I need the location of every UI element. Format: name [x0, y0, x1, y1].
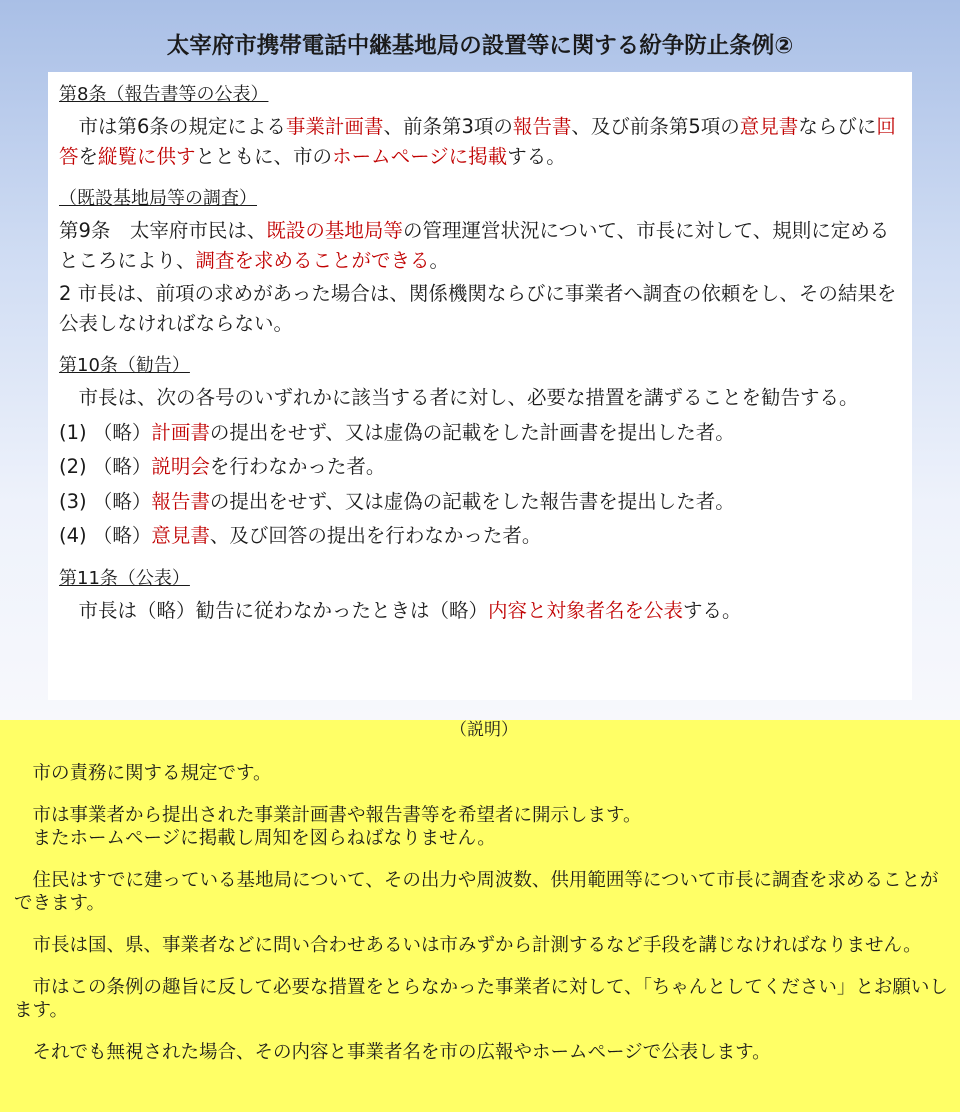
text-segment: する。 [507, 144, 566, 168]
article-11-heading: 第11条（公表） [59, 567, 190, 589]
slide-title: 太宰府市携帯電話中継基地局の設置等に関する紛争防止条例② [166, 33, 794, 59]
article-9-paragraph-2: 2 市長は、前項の求めがあった場合は、関係機関ならびに事業者へ調査の依頼をし、その結果を公表しなければならない。 [59, 282, 897, 335]
highlighted-term: 縦覧に供す [98, 144, 196, 168]
explanation-paragraph: それでも無視された場合、その内容と事業者名を市の広報やホームページで公表します。 [14, 1042, 771, 1063]
article-10-item: (2) （略）説明会を行わなかった者。 [59, 455, 386, 478]
article-10-item: (1) （略）計画書の提出をせず、又は虚偽の記載をした計画書を提出した者。 [59, 420, 735, 444]
explanation-paragraph: 住民はすでに建っている基地局について、その出力や周波数、供用範囲等について市長に調査を求めることができます。 [14, 870, 939, 914]
text-segment: ならびに [798, 115, 877, 138]
explanation-note [0, 720, 960, 1112]
highlighted-term: 既設の基地局等 [266, 219, 403, 242]
text-segment: 、前条第3項の [383, 115, 513, 138]
article-8-text [59, 112, 908, 171]
article-10-item: (4) （略）意見書、及び回答の提出を行わなかった者。 [59, 524, 542, 547]
highlighted-term: 報告書 [512, 115, 572, 138]
highlighted-term: 回答 [59, 115, 896, 168]
text-segment: とともに、市の [195, 144, 333, 168]
text-segment: 市は第6条の規定による [59, 115, 286, 138]
highlighted-term: 意見書 [739, 115, 799, 138]
explanation-paragraph: 市はこの条例の趣旨に反して必要な措置をとらなかった事業者に対して、「ちゃんとしてください」とお願いします。 [14, 977, 948, 1021]
text-segment: を [78, 144, 99, 168]
highlighted-term: 事業計画書 [285, 115, 384, 138]
explanation-paragraph: 市の責務に関する規定です。 [14, 763, 272, 784]
article-10-intro: 市長は、次の各号のいずれかに該当する者に対し、必要な措置を講ずることを勧告する。 [59, 386, 859, 409]
explanation-paragraph: 市長は国、県、事業者などに問い合わせあるいは市みずから計測するなど手段を講じなければなりません。 [14, 935, 922, 956]
article-9-heading: （既設基地局等の調査） [59, 188, 257, 209]
ordinance-text-box [48, 72, 912, 700]
article-10-heading: 第10条（勧告） [59, 355, 190, 376]
article-8-heading: 第8条（報告書等の公表） [59, 84, 269, 105]
explanation-title: （説明） [450, 720, 518, 740]
explanation-paragraph: 市は事業者から提出された事業計画書や報告書等を希望者に開示します。 またホームページに掲載し周知を図らねばなりません。 [14, 805, 642, 849]
highlighted-term: 調査を求めることができる [195, 248, 430, 272]
text-segment: の管理運営状況について、市長に対して、規則に定めるところにより、 [59, 219, 890, 272]
article-10-item: (3) （略）報告書の提出をせず、又は虚偽の記載をした報告書を提出した者。 [59, 489, 735, 513]
text-segment: 第9条 太宰府市民は、 [59, 219, 267, 242]
text-segment: 、及び前条第5項の [571, 115, 740, 138]
highlighted-term: ホームページに掲載 [332, 144, 508, 168]
article-9-paragraph-1 [59, 216, 908, 275]
text-segment: 。 [429, 248, 450, 272]
article-11-text: 市長は（略）勧告に従わなかったときは（略）内容と対象者名を公表する。 [59, 598, 742, 622]
